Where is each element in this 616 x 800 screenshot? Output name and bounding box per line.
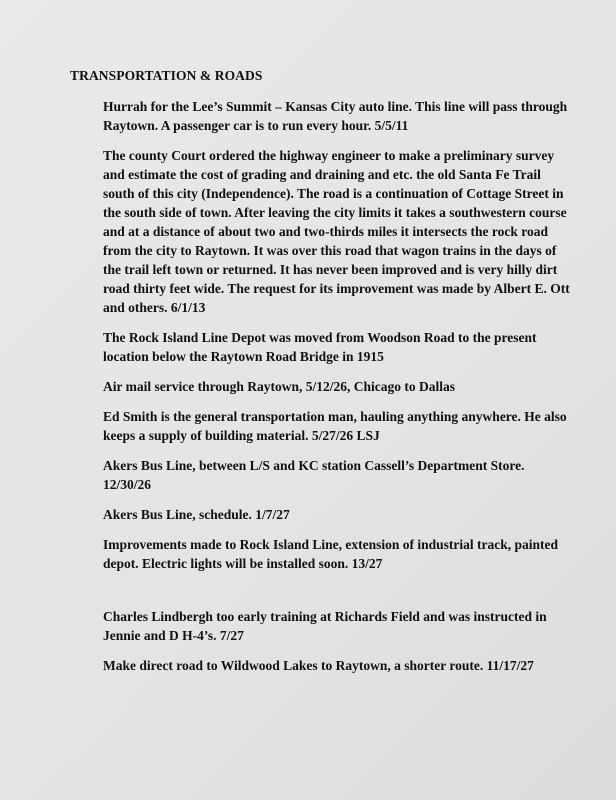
entry-rock-island-improvements: Improvements made to Rock Island Line, extension of industrial track, painted depot. Electric lights will be installed soon. 13/27 [103,537,559,571]
entry-rock-island-depot: The Rock Island Line Depot was moved from Woodson Road to the present location below the Raytown Road Bridge in 1915 [103,330,537,364]
entry-list [103,97,573,686]
entry-santa-fe-trail: The county Court ordered the highway engineer to make a preliminary survey and estimate the cost of grading and draining and etc. the old Santa Fe Trail south of this city (Independence). The road is a continuation of Cottage Street in the south side of town. After leaving the city limits it takes a southwestern course and at a distance of about two and two-thirds miles it intersects the rock road from the city to Raytown. It was over this road that wagon trains in the days of the trail left town or returned. It has never been improved and is very hilly dirt road thirty feet wide. The request for its improvement was made by Albert E. Ott and others. 6/1/13 [103,148,570,315]
entry-lindbergh: Charles Lindbergh too early training at Richards Field and was instructed in Jennie and D H-4’s. 7/27 [103,609,547,643]
entry-akers-schedule: Akers Bus Line, schedule. 1/7/27 [103,507,290,522]
entry-auto-line: Hurrah for the Lee’s Summit – Kansas City auto line. This line will pass through Raytown. A passenger car is to run every hour. 5/5/11 [103,99,568,133]
entry-wildwood-lakes: Make direct road to Wildwood Lakes to Raytown, a shorter route. 11/17/27 [103,658,534,673]
entry-akers-bus-line: Akers Bus Line, between L/S and KC station Cassell’s Department Store. 12/30/26 [103,458,525,492]
entry-ed-smith: Ed Smith is the general transportation man, hauling anything anywhere. He also keeps a supply of building material. 5/27/26 LSJ [103,409,567,443]
section-heading: TRANSPORTATION & ROADS [70,68,263,83]
entry-air-mail: Air mail service through Raytown, 5/12/26, Chicago to Dallas [103,379,455,394]
